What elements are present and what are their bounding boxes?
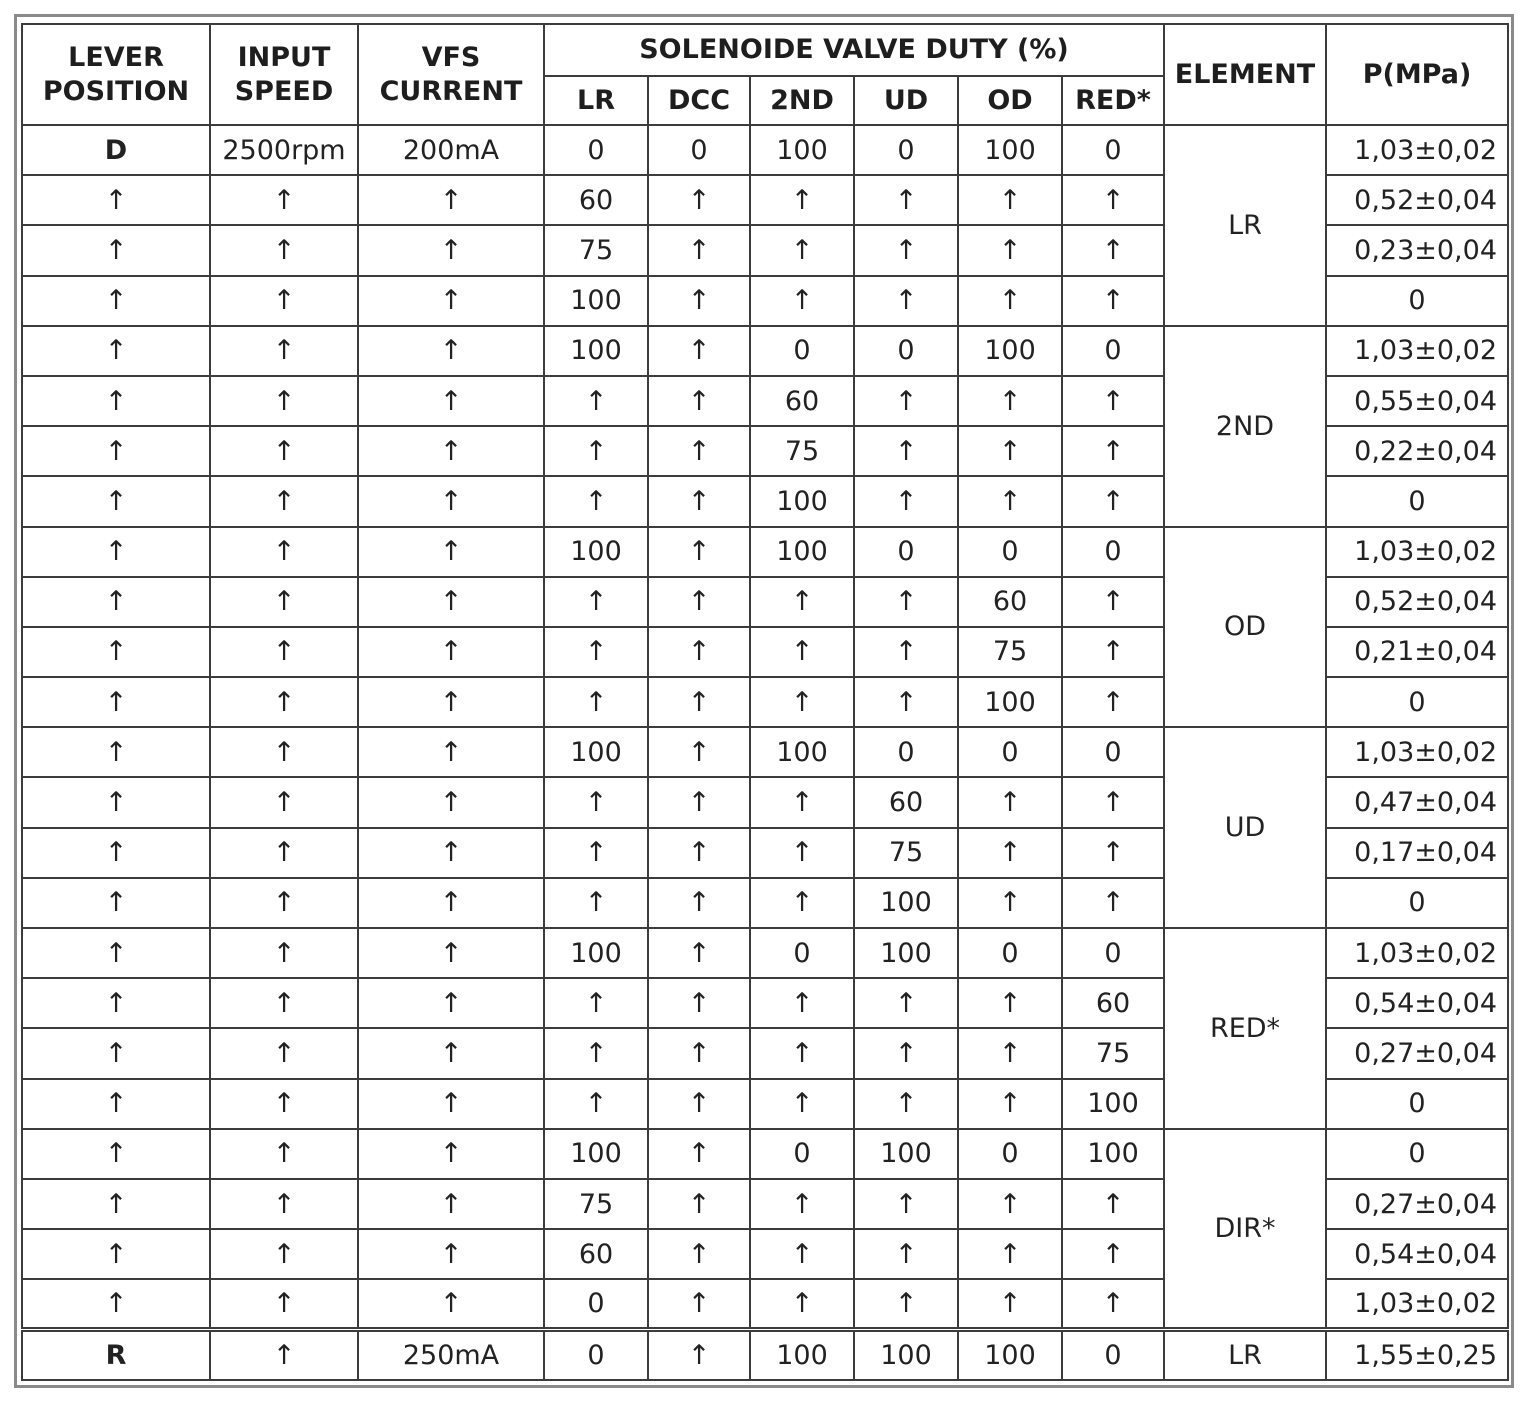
- lever-cell: ↑: [22, 1079, 210, 1129]
- red-cell: 0: [1062, 125, 1164, 175]
- pressure-cell: 0: [1326, 677, 1508, 727]
- red-cell: ↑: [1062, 777, 1164, 827]
- lever-cell: ↑: [22, 476, 210, 526]
- lever-cell: ↑: [22, 727, 210, 777]
- ud-cell: ↑: [854, 276, 958, 326]
- nd2-cell: ↑: [750, 1079, 854, 1129]
- dcc-cell: ↑: [648, 978, 750, 1028]
- pressure-cell: 1,03±0,02: [1326, 1279, 1508, 1329]
- current-cell: ↑: [358, 828, 544, 878]
- dcc-cell: 0: [648, 125, 750, 175]
- table-row: [22, 326, 1508, 376]
- speed-cell: ↑: [210, 175, 358, 225]
- 2nd-column-header: 2ND: [750, 76, 854, 125]
- ud-cell: ↑: [854, 1079, 958, 1129]
- dcc-cell: ↑: [648, 878, 750, 928]
- lever-position-header: [22, 24, 210, 125]
- ud-cell: ↑: [854, 376, 958, 426]
- lever-position-header-line1: LEVER: [68, 41, 164, 73]
- od-cell: 100: [958, 326, 1062, 376]
- dcc-cell: ↑: [648, 175, 750, 225]
- lr-cell: ↑: [544, 978, 648, 1028]
- red-cell: ↑: [1062, 577, 1164, 627]
- od-cell: 100: [958, 125, 1062, 175]
- lever-cell: ↑: [22, 627, 210, 677]
- od-cell: 0: [958, 928, 1062, 978]
- ud-cell: ↑: [854, 677, 958, 727]
- red-cell: ↑: [1062, 1179, 1164, 1229]
- speed-cell: ↑: [210, 376, 358, 426]
- speed-cell: ↑: [210, 1028, 358, 1078]
- current-cell: ↑: [358, 175, 544, 225]
- lr-cell: 100: [544, 1129, 648, 1179]
- ud-cell: ↑: [854, 225, 958, 275]
- nd2-cell: 100: [750, 727, 854, 777]
- dcc-cell: ↑: [648, 1079, 750, 1129]
- dcc-cell: ↑: [648, 1129, 750, 1179]
- ud-cell: ↑: [854, 1279, 958, 1329]
- speed-cell: ↑: [210, 1330, 358, 1381]
- red-cell: ↑: [1062, 276, 1164, 326]
- ud-column-header: UD: [854, 76, 958, 125]
- red-cell: 0: [1062, 326, 1164, 376]
- nd2-cell: 0: [750, 1129, 854, 1179]
- ud-cell: 75: [854, 828, 958, 878]
- red-cell: 75: [1062, 1028, 1164, 1078]
- nd2-cell: ↑: [750, 1179, 854, 1229]
- dcc-cell: ↑: [648, 1279, 750, 1329]
- dcc-cell: ↑: [648, 527, 750, 577]
- dcc-cell: ↑: [648, 326, 750, 376]
- red-cell: ↑: [1062, 828, 1164, 878]
- current-cell: ↑: [358, 677, 544, 727]
- speed-cell: ↑: [210, 1129, 358, 1179]
- pressure-header: P(MPa): [1326, 24, 1508, 125]
- current-cell: ↑: [358, 928, 544, 978]
- ud-cell: 100: [854, 1129, 958, 1179]
- speed-cell: ↑: [210, 1279, 358, 1329]
- lr-cell: 60: [544, 175, 648, 225]
- lever-cell: ↑: [22, 577, 210, 627]
- dcc-column-header: DCC: [648, 76, 750, 125]
- current-cell: ↑: [358, 1279, 544, 1329]
- element-cell: LR: [1164, 125, 1326, 326]
- lr-cell: ↑: [544, 1028, 648, 1078]
- element-cell: OD: [1164, 527, 1326, 728]
- dcc-cell: ↑: [648, 727, 750, 777]
- nd2-cell: 100: [750, 125, 854, 175]
- vfs-current-header: [358, 24, 544, 125]
- current-cell: ↑: [358, 1028, 544, 1078]
- current-cell: ↑: [358, 276, 544, 326]
- lever-position-header-line2: POSITION: [42, 75, 190, 107]
- nd2-cell: ↑: [750, 1229, 854, 1279]
- dcc-cell: ↑: [648, 376, 750, 426]
- dcc-cell: ↑: [648, 577, 750, 627]
- ud-cell: 0: [854, 326, 958, 376]
- lr-cell: 100: [544, 326, 648, 376]
- dcc-cell: ↑: [648, 476, 750, 526]
- lever-cell: ↑: [22, 1279, 210, 1329]
- dcc-cell: ↑: [648, 1330, 750, 1381]
- current-cell: ↑: [358, 1129, 544, 1179]
- od-cell: 0: [958, 727, 1062, 777]
- red-cell: ↑: [1062, 225, 1164, 275]
- dcc-cell: ↑: [648, 1028, 750, 1078]
- current-cell: ↑: [358, 1229, 544, 1279]
- ud-cell: 60: [854, 777, 958, 827]
- red-cell: ↑: [1062, 1279, 1164, 1329]
- od-cell: 100: [958, 1330, 1062, 1381]
- dcc-cell: ↑: [648, 276, 750, 326]
- ud-cell: 100: [854, 928, 958, 978]
- nd2-cell: 0: [750, 928, 854, 978]
- pressure-cell: 1,03±0,02: [1326, 527, 1508, 577]
- lever-cell: ↑: [22, 426, 210, 476]
- red-cell: ↑: [1062, 426, 1164, 476]
- speed-cell: ↑: [210, 577, 358, 627]
- lr-cell: ↑: [544, 777, 648, 827]
- current-cell: ↑: [358, 727, 544, 777]
- lr-column-header: LR: [544, 76, 648, 125]
- dcc-cell: ↑: [648, 677, 750, 727]
- nd2-cell: ↑: [750, 175, 854, 225]
- lr-cell: ↑: [544, 476, 648, 526]
- red-column-header: RED*: [1062, 76, 1164, 125]
- lever-cell: ↑: [22, 1229, 210, 1279]
- pressure-cell: 0: [1326, 878, 1508, 928]
- od-cell: ↑: [958, 1079, 1062, 1129]
- lr-cell: 0: [544, 1279, 648, 1329]
- current-cell: 250mA: [358, 1330, 544, 1381]
- nd2-cell: ↑: [750, 1279, 854, 1329]
- current-cell: ↑: [358, 878, 544, 928]
- red-cell: 100: [1062, 1129, 1164, 1179]
- speed-cell: ↑: [210, 878, 358, 928]
- red-cell: ↑: [1062, 627, 1164, 677]
- table-row: [22, 527, 1508, 577]
- nd2-cell: 100: [750, 476, 854, 526]
- lr-cell: ↑: [544, 426, 648, 476]
- pressure-cell: 0: [1326, 476, 1508, 526]
- red-cell: 0: [1062, 1330, 1164, 1381]
- od-cell: 0: [958, 1129, 1062, 1179]
- pressure-cell: 1,03±0,02: [1326, 125, 1508, 175]
- dcc-cell: ↑: [648, 777, 750, 827]
- pressure-cell: 0,47±0,04: [1326, 777, 1508, 827]
- lr-cell: ↑: [544, 1079, 648, 1129]
- nd2-cell: ↑: [750, 828, 854, 878]
- lever-cell: ↑: [22, 928, 210, 978]
- ud-cell: ↑: [854, 1179, 958, 1229]
- lever-cell: ↑: [22, 777, 210, 827]
- ud-cell: ↑: [854, 978, 958, 1028]
- od-cell: 60: [958, 577, 1062, 627]
- current-cell: ↑: [358, 777, 544, 827]
- pressure-cell: 1,03±0,02: [1326, 727, 1508, 777]
- od-cell: ↑: [958, 878, 1062, 928]
- element-cell: 2ND: [1164, 326, 1326, 527]
- dcc-cell: ↑: [648, 1229, 750, 1279]
- speed-cell: ↑: [210, 276, 358, 326]
- nd2-cell: ↑: [750, 627, 854, 677]
- current-cell: ↑: [358, 1079, 544, 1129]
- lr-cell: 75: [544, 1179, 648, 1229]
- dcc-cell: ↑: [648, 1179, 750, 1229]
- dcc-cell: ↑: [648, 928, 750, 978]
- pressure-cell: 0,54±0,04: [1326, 1229, 1508, 1279]
- current-cell: ↑: [358, 326, 544, 376]
- pressure-cell: 1,55±0,25: [1326, 1330, 1508, 1381]
- speed-cell: 2500rpm: [210, 125, 358, 175]
- input-speed-header-line2: SPEED: [234, 75, 334, 107]
- lr-cell: 100: [544, 276, 648, 326]
- red-cell: 60: [1062, 978, 1164, 1028]
- current-cell: ↑: [358, 1179, 544, 1229]
- red-cell: ↑: [1062, 476, 1164, 526]
- ud-cell: ↑: [854, 476, 958, 526]
- current-cell: 200mA: [358, 125, 544, 175]
- nd2-cell: ↑: [750, 978, 854, 1028]
- red-cell: ↑: [1062, 1229, 1164, 1279]
- lever-cell: ↑: [22, 175, 210, 225]
- ud-cell: 0: [854, 125, 958, 175]
- od-cell: ↑: [958, 1179, 1062, 1229]
- lr-cell: 100: [544, 928, 648, 978]
- lr-cell: 100: [544, 727, 648, 777]
- od-cell: ↑: [958, 1279, 1062, 1329]
- nd2-cell: ↑: [750, 577, 854, 627]
- red-cell: ↑: [1062, 677, 1164, 727]
- current-cell: ↑: [358, 225, 544, 275]
- element-cell: RED*: [1164, 928, 1326, 1129]
- pressure-cell: 0,52±0,04: [1326, 577, 1508, 627]
- od-cell: 75: [958, 627, 1062, 677]
- od-cell: ↑: [958, 376, 1062, 426]
- ud-cell: ↑: [854, 1229, 958, 1279]
- nd2-cell: 75: [750, 426, 854, 476]
- speed-cell: ↑: [210, 225, 358, 275]
- lever-cell: ↑: [22, 1028, 210, 1078]
- lever-cell: ↑: [22, 1179, 210, 1229]
- vfs-current-header-line2: CURRENT: [379, 75, 523, 107]
- pressure-cell: 0: [1326, 276, 1508, 326]
- nd2-cell: ↑: [750, 878, 854, 928]
- lever-cell: ↑: [22, 828, 210, 878]
- ud-cell: 0: [854, 727, 958, 777]
- lr-cell: 0: [544, 1330, 648, 1381]
- speed-cell: ↑: [210, 326, 358, 376]
- red-cell: 0: [1062, 928, 1164, 978]
- red-cell: ↑: [1062, 376, 1164, 426]
- ud-cell: ↑: [854, 627, 958, 677]
- speed-cell: ↑: [210, 777, 358, 827]
- od-cell: ↑: [958, 225, 1062, 275]
- od-cell: ↑: [958, 978, 1062, 1028]
- lever-cell: ↑: [22, 1129, 210, 1179]
- pressure-cell: 1,03±0,02: [1326, 928, 1508, 978]
- nd2-cell: ↑: [750, 677, 854, 727]
- lr-cell: ↑: [544, 878, 648, 928]
- pressure-cell: 0: [1326, 1129, 1508, 1179]
- current-cell: ↑: [358, 978, 544, 1028]
- pressure-cell: 0,22±0,04: [1326, 426, 1508, 476]
- od-column-header: OD: [958, 76, 1062, 125]
- nd2-cell: ↑: [750, 777, 854, 827]
- current-cell: ↑: [358, 627, 544, 677]
- od-cell: ↑: [958, 426, 1062, 476]
- speed-cell: ↑: [210, 476, 358, 526]
- ud-cell: ↑: [854, 1028, 958, 1078]
- current-cell: ↑: [358, 577, 544, 627]
- lr-cell: ↑: [544, 677, 648, 727]
- lever-cell: ↑: [22, 276, 210, 326]
- speed-cell: ↑: [210, 1079, 358, 1129]
- lever-cell: ↑: [22, 978, 210, 1028]
- lever-cell: R: [22, 1330, 210, 1381]
- ud-cell: 0: [854, 527, 958, 577]
- table-row: [22, 928, 1508, 978]
- pressure-cell: 0,55±0,04: [1326, 376, 1508, 426]
- lr-cell: ↑: [544, 577, 648, 627]
- speed-cell: ↑: [210, 828, 358, 878]
- od-cell: ↑: [958, 777, 1062, 827]
- current-cell: ↑: [358, 426, 544, 476]
- nd2-cell: 100: [750, 1330, 854, 1381]
- od-cell: ↑: [958, 828, 1062, 878]
- red-cell: 100: [1062, 1079, 1164, 1129]
- speed-cell: ↑: [210, 978, 358, 1028]
- nd2-cell: 100: [750, 527, 854, 577]
- input-speed-header-line1: INPUT: [237, 41, 331, 73]
- lever-cell: D: [22, 125, 210, 175]
- dcc-cell: ↑: [648, 225, 750, 275]
- pressure-cell: 0,54±0,04: [1326, 978, 1508, 1028]
- current-cell: ↑: [358, 527, 544, 577]
- nd2-cell: ↑: [750, 1028, 854, 1078]
- pressure-cell: 0,21±0,04: [1326, 627, 1508, 677]
- lr-cell: 60: [544, 1229, 648, 1279]
- element-cell: UD: [1164, 727, 1326, 928]
- table-row: [22, 1129, 1508, 1179]
- od-cell: 100: [958, 677, 1062, 727]
- lr-cell: 0: [544, 125, 648, 175]
- od-cell: ↑: [958, 476, 1062, 526]
- nd2-cell: 0: [750, 326, 854, 376]
- table-body: [22, 125, 1508, 1380]
- pressure-cell: 0,27±0,04: [1326, 1028, 1508, 1078]
- od-cell: ↑: [958, 175, 1062, 225]
- vfs-current-header-line1: VFS: [421, 41, 481, 73]
- lever-cell: ↑: [22, 677, 210, 727]
- current-cell: ↑: [358, 476, 544, 526]
- od-cell: ↑: [958, 1229, 1062, 1279]
- speed-cell: ↑: [210, 677, 358, 727]
- pressure-cell: 0: [1326, 1079, 1508, 1129]
- red-cell: 0: [1062, 527, 1164, 577]
- pressure-cell: 1,03±0,02: [1326, 326, 1508, 376]
- pressure-cell: 0,23±0,04: [1326, 225, 1508, 275]
- lever-cell: ↑: [22, 527, 210, 577]
- ud-cell: 100: [854, 1330, 958, 1381]
- solenoid-duty-table: [21, 23, 1509, 1381]
- lever-cell: ↑: [22, 878, 210, 928]
- speed-cell: ↑: [210, 1229, 358, 1279]
- pressure-cell: 0,52±0,04: [1326, 175, 1508, 225]
- speed-cell: ↑: [210, 426, 358, 476]
- od-cell: ↑: [958, 276, 1062, 326]
- table-row: [22, 727, 1508, 777]
- solenoid-valve-duty-header: SOLENOIDE VALVE DUTY (%): [544, 24, 1164, 76]
- ud-cell: ↑: [854, 577, 958, 627]
- ud-cell: ↑: [854, 426, 958, 476]
- red-cell: ↑: [1062, 878, 1164, 928]
- speed-cell: ↑: [210, 1179, 358, 1229]
- lr-cell: 100: [544, 527, 648, 577]
- element-cell: LR: [1164, 1330, 1326, 1381]
- speed-cell: ↑: [210, 627, 358, 677]
- current-cell: ↑: [358, 376, 544, 426]
- lever-cell: ↑: [22, 326, 210, 376]
- lr-cell: 75: [544, 225, 648, 275]
- lr-cell: ↑: [544, 627, 648, 677]
- nd2-cell: ↑: [750, 276, 854, 326]
- ud-cell: ↑: [854, 175, 958, 225]
- speed-cell: ↑: [210, 928, 358, 978]
- nd2-cell: 60: [750, 376, 854, 426]
- element-cell: DIR*: [1164, 1129, 1326, 1330]
- table-row: [22, 125, 1508, 175]
- dcc-cell: ↑: [648, 627, 750, 677]
- lever-cell: ↑: [22, 376, 210, 426]
- lr-cell: ↑: [544, 828, 648, 878]
- red-cell: ↑: [1062, 175, 1164, 225]
- nd2-cell: ↑: [750, 225, 854, 275]
- lever-cell: ↑: [22, 225, 210, 275]
- dcc-cell: ↑: [648, 426, 750, 476]
- od-cell: ↑: [958, 1028, 1062, 1078]
- od-cell: 0: [958, 527, 1062, 577]
- red-cell: 0: [1062, 727, 1164, 777]
- pressure-cell: 0,27±0,04: [1326, 1179, 1508, 1229]
- speed-cell: ↑: [210, 527, 358, 577]
- ud-cell: 100: [854, 878, 958, 928]
- input-speed-header: [210, 24, 358, 125]
- speed-cell: ↑: [210, 727, 358, 777]
- reverse-row: [22, 1330, 1508, 1381]
- dcc-cell: ↑: [648, 828, 750, 878]
- lr-cell: ↑: [544, 376, 648, 426]
- pressure-cell: 0,17±0,04: [1326, 828, 1508, 878]
- element-header: ELEMENT: [1164, 24, 1326, 125]
